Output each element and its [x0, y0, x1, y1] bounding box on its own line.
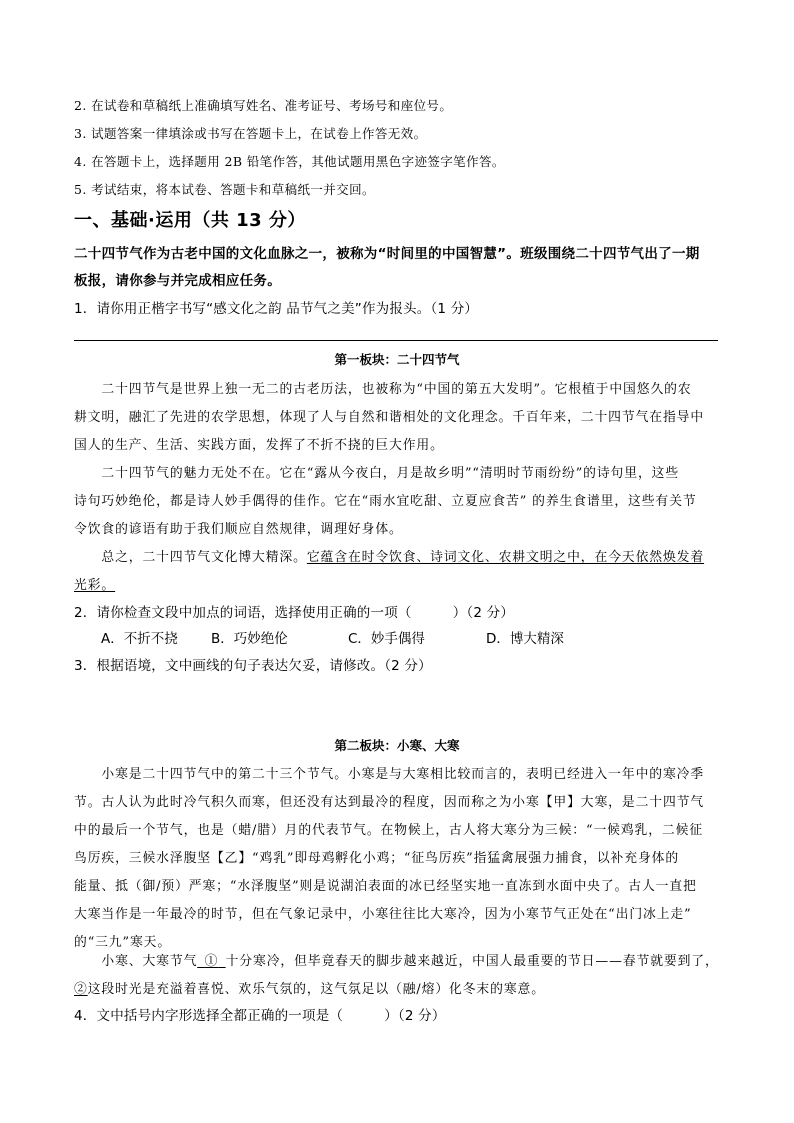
paragraph-line — [74, 950, 719, 969]
paragraph-line: 能量、抵（御/预）严寒；“水泽腹坚”则是说湖泊表面的冰已经坚实地一直冻到水面中央了。古人一直把 — [74, 879, 697, 894]
intro-line: 二十四节气作为古老中国的文化血脉之一，被称为“时间里的中国智慧”。班级围绕二十四节气出了一期 — [74, 246, 700, 262]
paragraph-line: 二十四节气是世界上独一无二的古老历法，也被称为“中国的第五大发明”。它根植于中国悠久的农 — [74, 382, 692, 397]
paragraph-line: 耕文明，融汇了先进的农学思想，体现了人与自然和谐相处的文化理念。千百年来，二十四节气在指导中 — [74, 410, 705, 425]
paragraph-line — [74, 978, 545, 997]
paragraph-line: 中的最后一个节气，也是（蜡/腊）月的代表节气。在物候上，古人将大寒分为三候：“一候鸡乳，二候征 — [74, 823, 704, 838]
option-c: C．妙手偶得 — [348, 631, 425, 647]
paragraph-text: 这段时光是充溢着喜悦、欢乐气氛的，这气氛足以（融/熔）化冬末的寒意。 — [87, 982, 545, 997]
option-a: A．不折不挠 — [101, 631, 178, 647]
intro-line: 板报，请你参与并完成相应任务。 — [74, 273, 281, 289]
instruction-item: 2. 在试卷和草稿纸上准确填写姓名、准考证号、考场号和座位号。 — [74, 98, 453, 113]
underlined-sentence: 光彩。 — [74, 578, 116, 593]
block-1-title: 第一板块：二十四节气 — [334, 352, 460, 367]
option-b: B．巧妙绝伦 — [211, 631, 288, 647]
question-1: 1．请你用正楷字书写“感文化之韵 品节气之美”作为报头。（1 分） — [74, 301, 479, 317]
question-4: 4．文中括号内字形选择全都正确的一项是（ ）（2 分） — [74, 1008, 446, 1024]
paragraph-line: 二十四节气的魅力无处不在。它在“露从今夜白，月是故乡明”“清明时节雨纷纷”的诗句里，这些 — [74, 466, 680, 481]
paragraph-line: 诗句巧妙绝伦，都是诗人妙手偶得的佳作。它在“雨水宜吃甜、立夏应食苦” 的养生食谱里，这些有关节 — [74, 494, 697, 509]
section-title: 一、基础·运用（共 13 分） — [74, 210, 306, 231]
paragraph-line: 的“三九”寒天。 — [74, 935, 172, 950]
question-2: 2．请你检查文段中加点的词语，选择使用正确的一项（ ）（2 分） — [74, 605, 515, 621]
blank-2: ② — [74, 982, 88, 997]
question-3: 3．根据语境，文中画线的句子表达欠妥，请修改。（2 分） — [74, 658, 432, 674]
instruction-item: 4. 在答题卡上，选择题用 2B 铅笔作答，其他试题用黑色字迹签字笔作答。 — [74, 154, 505, 169]
paragraph-text: 小寒、大寒节气 — [74, 954, 198, 969]
paragraph-line: 小寒是二十四节气中的第二十三个节气。小寒是与大寒相比较而言的，表明已经进入一年中的寒冷季 — [74, 767, 705, 782]
option-d: D．博大精深 — [486, 631, 564, 647]
block-2-title: 第二板块：小寒、大寒 — [334, 738, 460, 753]
paragraph-line — [74, 546, 704, 565]
paragraph-text: 总之，二十四节气文化博大精深。 — [74, 550, 307, 565]
paragraph-line: 节。古人认为此时冷气积久而寒，但还没有达到最冷的程度，因而称之为小寒【甲】大寒，是二十四节气 — [74, 795, 705, 810]
paragraph-line: 令饮食的谚语有助于我们顺应自然规律，调理好身体。 — [74, 522, 403, 537]
blank-1: ① — [204, 954, 219, 969]
paragraph-line: 鸟厉疾，三候水泽腹坚【乙】“鸡乳”即母鸡孵化小鸡；“征鸟厉疾”指猛禽展强力捕食，以补充身体的 — [74, 851, 680, 866]
paragraph-line: 大寒当作是一年最冷的时节，但在气象记录中，小寒往往比大寒冷，因为小寒节气正处在“出门冰上走” — [74, 907, 692, 922]
underlined-sentence: 它蕴含在时令饮食、诗词文化、农耕文明之中，在今天依然焕发着 — [306, 550, 705, 565]
instruction-item: 5. 考试结束，将本试卷、答题卡和草稿纸一并交回。 — [74, 182, 375, 197]
paragraph-line — [74, 574, 115, 593]
instruction-item: 3. 试题答案一律填涂或书写在答题卡上，在试卷上作答无效。 — [74, 126, 427, 141]
paragraph-line: 国人的生产、生活、实践方面，发挥了不折不挠的巨大作用。 — [74, 438, 444, 453]
paragraph-text: 十分寒冷，但毕竟春天的脚步越来越近，中国人最重要的节日——春节就要到了， — [225, 954, 719, 969]
answer-line — [74, 340, 718, 341]
